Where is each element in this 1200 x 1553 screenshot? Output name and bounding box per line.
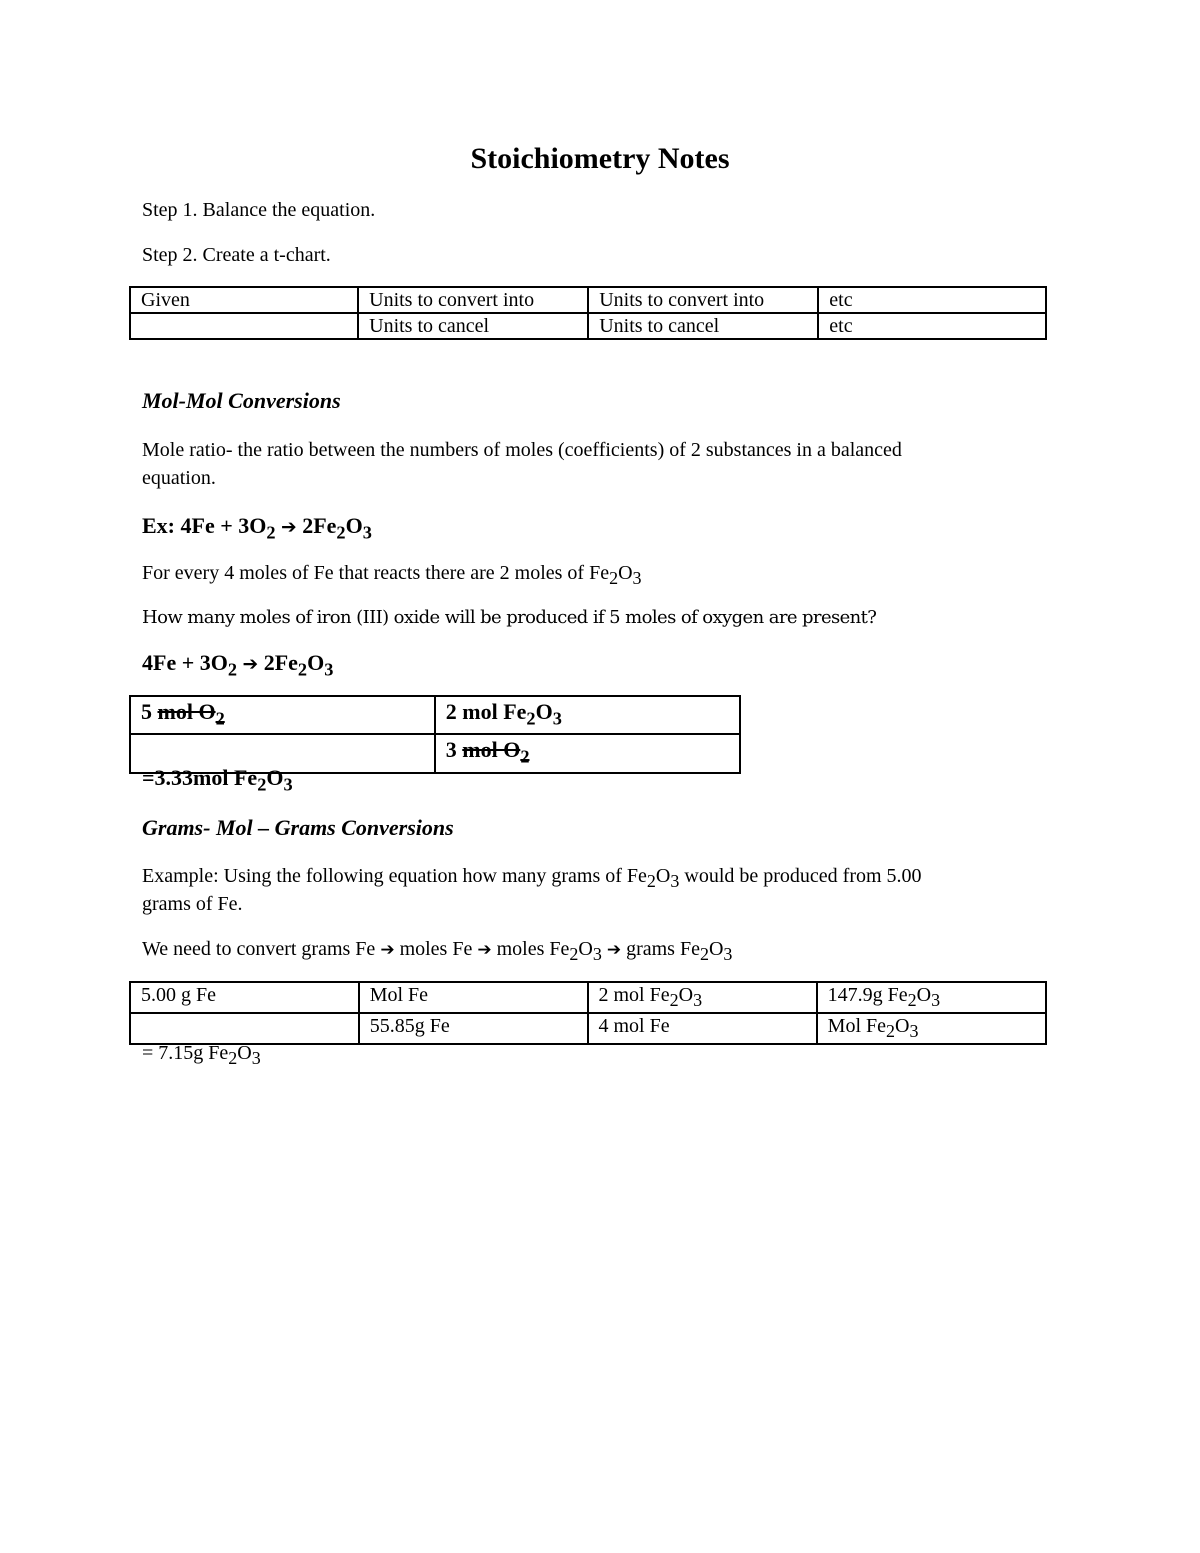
table-cell	[817, 1013, 1046, 1044]
table-cell	[435, 734, 740, 772]
answer-prefix: = 7.15g Fe	[142, 1042, 229, 1064]
equation-left: 4Fe + 3O	[142, 650, 228, 675]
page-title: Stoichiometry Notes	[470, 142, 730, 175]
table-cell	[817, 982, 1046, 1013]
subscript: 2	[886, 1021, 895, 1041]
subscript: 3	[362, 522, 372, 543]
subscript: 2	[257, 774, 267, 795]
ratio-text	[142, 559, 642, 592]
question-text: How many moles of iron (III) oxide will be produced if 5 moles of oxygen are present?	[142, 607, 877, 628]
table-cell: Units to cancel	[358, 313, 588, 339]
table-cell	[130, 696, 435, 734]
table-cell: Units to convert into	[588, 287, 818, 313]
equation-repeat	[142, 650, 333, 680]
example-o: O	[655, 865, 671, 887]
cell-number: 5	[141, 699, 158, 724]
cell-text: 2 mol Fe	[598, 984, 670, 1006]
grams-mol-grams-table	[129, 981, 1047, 1045]
arrow-right-icon: ➔	[477, 940, 492, 960]
mol-mol-answer	[142, 765, 293, 795]
convert-d: grams Fe	[621, 938, 700, 960]
table-cell: etc	[818, 287, 1046, 313]
subscript: 2	[669, 990, 679, 1010]
equation-o: O	[307, 650, 325, 675]
cell-number: 3	[445, 737, 463, 763]
subscript: 3	[909, 1021, 919, 1041]
equation-o: O	[345, 513, 363, 538]
ratio-text-o: O	[618, 562, 633, 584]
grams-answer	[142, 1039, 261, 1072]
table-cell	[435, 696, 740, 734]
subscript: 3	[283, 774, 293, 795]
table-cell: Units to cancel	[588, 313, 818, 339]
table-row	[130, 982, 1046, 1013]
subscript: 2	[569, 944, 579, 964]
answer-o: O	[266, 765, 284, 790]
subscript: 3	[670, 871, 680, 891]
table-row	[130, 1013, 1046, 1044]
unit-text: mol O	[462, 737, 521, 763]
step-1: Step 1. Balance the equation.	[142, 199, 376, 221]
subscript: 2	[907, 990, 917, 1010]
cell-o: O	[535, 699, 553, 724]
arrow-right-icon: ➔	[380, 940, 395, 960]
convert-b: moles Fe	[394, 938, 478, 960]
convert-c-o: O	[578, 938, 593, 960]
subscript: 2	[227, 659, 238, 680]
equation-right: 2Fe	[263, 650, 298, 675]
table-cell: Units to convert into	[358, 287, 588, 313]
subscript: 2	[215, 708, 225, 729]
table-cell: etc	[818, 313, 1046, 339]
example-suffix: would be produced from 5.00	[679, 865, 922, 887]
cell-text: Mol Fe	[827, 1015, 886, 1037]
subscript: 3	[632, 568, 642, 588]
example-equation	[142, 513, 372, 543]
example-line-1	[142, 862, 922, 895]
cell-o: O	[895, 1015, 910, 1037]
example-line-2: grams of Fe.	[142, 893, 243, 915]
example-prefix: Ex:	[142, 513, 181, 538]
table-cell: 55.85g Fe	[359, 1013, 588, 1044]
convert-a: We need to convert grams Fe	[142, 938, 381, 960]
unit-text: mol O	[157, 699, 216, 724]
subscript: 2	[336, 522, 346, 543]
t-chart-table	[129, 286, 1047, 340]
section-heading-grams-mol-grams: Grams- Mol – Grams Conversions	[142, 815, 454, 840]
table-cell: 4 mol Fe	[588, 1013, 817, 1044]
step-2: Step 2. Create a t-chart.	[142, 244, 331, 266]
subscript: 2	[699, 944, 709, 964]
subscript: 2	[646, 871, 656, 891]
table-row	[130, 696, 740, 734]
section-heading-mol-mol: Mol-Mol Conversions	[142, 388, 341, 413]
table-cell: 5.00 g Fe	[130, 982, 359, 1013]
definition-line-2: equation.	[142, 467, 216, 489]
subscript: 3	[931, 990, 941, 1010]
cell-text: 147.9g Fe	[827, 984, 908, 1006]
cell-o: O	[678, 984, 694, 1006]
subscript: 3	[723, 944, 733, 964]
equation-left: 4Fe + 3O	[180, 513, 267, 538]
subscript: 2	[228, 1048, 238, 1068]
subscript: 3	[552, 708, 562, 729]
table-cell: Mol Fe	[359, 982, 588, 1013]
subscript: 2	[520, 746, 530, 767]
cell-text: 2 mol Fe	[445, 699, 527, 724]
subscript: 2	[297, 659, 308, 680]
definition-line-1: Mole ratio- the ratio between the numbers of moles (coefficients) of 2 substances in a balanced	[142, 439, 902, 461]
cell-o: O	[916, 984, 932, 1006]
mol-mol-table	[129, 695, 741, 774]
subscript: 2	[526, 708, 536, 729]
arrow-right-icon: ➔	[281, 517, 297, 538]
subscript: 2	[609, 568, 619, 588]
answer-prefix: =3.33mol Fe	[142, 765, 258, 790]
arrow-right-icon: ➔	[242, 654, 259, 675]
convert-c: moles Fe	[491, 938, 570, 960]
equation-right: 2Fe	[302, 513, 337, 538]
table-cell: Given	[130, 287, 358, 313]
ratio-text-prefix: For every 4 moles of Fe that reacts there are 2 moles of Fe	[142, 562, 610, 584]
conversion-path	[142, 935, 732, 968]
subscript: 3	[592, 944, 602, 964]
cancelled-unit	[157, 699, 225, 729]
cancelled-unit	[462, 737, 530, 767]
table-row	[130, 313, 1046, 339]
table-cell	[588, 982, 817, 1013]
example-text: Example: Using the following equation how many grams of Fe	[142, 865, 647, 887]
table-cell	[130, 313, 358, 339]
subscript: 3	[251, 1048, 261, 1068]
arrow-right-icon: ➔	[606, 940, 622, 960]
answer-o: O	[237, 1042, 252, 1064]
subscript: 3	[693, 990, 703, 1010]
subscript: 3	[324, 659, 334, 680]
subscript: 2	[266, 522, 276, 543]
convert-d-o: O	[708, 938, 724, 960]
table-row	[130, 287, 1046, 313]
